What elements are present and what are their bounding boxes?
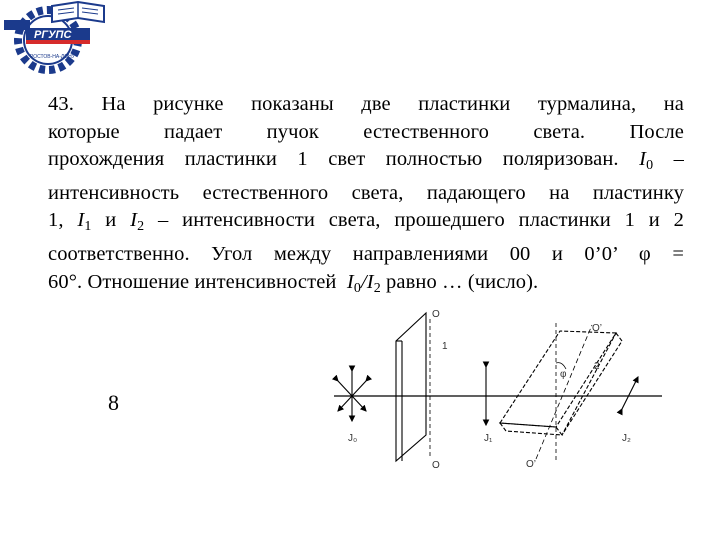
axis-oprime-oprime	[536, 325, 592, 459]
plate-1	[396, 313, 426, 461]
answer-value: 8	[108, 390, 119, 415]
output-light-symbol	[622, 377, 638, 409]
label-oprime-top: O’	[592, 323, 602, 334]
question-line-7: 60°. Отношение интенсивностей $I_0/I_2$ равно … (число).	[48, 270, 539, 296]
polarizer-diagram	[330, 305, 666, 475]
university-logo	[0, 0, 112, 78]
label-plate-1: 1	[442, 341, 448, 352]
label-plate-2: 2	[594, 361, 600, 372]
question-line-3: прохождения пластинки 1 свет полностью поляризован. $I_0$ –	[48, 148, 684, 174]
logo-text: РГУПС	[34, 29, 72, 41]
question-text	[48, 91, 684, 302]
book-icon	[52, 2, 104, 22]
logo-ring-text: РОСТОВ-НА-ДОНУ	[30, 54, 75, 60]
label-o-bottom: O	[432, 460, 440, 471]
label-o-top: O	[432, 309, 440, 320]
label-j0: J₀	[348, 433, 358, 444]
question-line-6: соответственно. Угол между направлениями 00 и 0’0’ φ =	[48, 242, 684, 265]
question-number: 43.	[48, 93, 74, 115]
question-line-5: 1, $I_1$ и $I_2$ – интенсивности света, прошедшего пластинки 1 и 2	[48, 209, 684, 235]
label-j2: J₂	[622, 433, 631, 444]
question-line-4: интенсивность естественного света, падающего на пластинку	[48, 181, 684, 204]
question-line-2: которые падает пучок естественного света. После	[48, 120, 684, 143]
label-oprime-bottom: O’	[526, 459, 536, 470]
question-line-1: 43. На рисунке показаны две пластинки турмалина, на	[48, 93, 684, 115]
label-phi: φ	[560, 369, 567, 380]
label-j1: J₁	[484, 433, 493, 444]
plate-2	[500, 331, 622, 435]
